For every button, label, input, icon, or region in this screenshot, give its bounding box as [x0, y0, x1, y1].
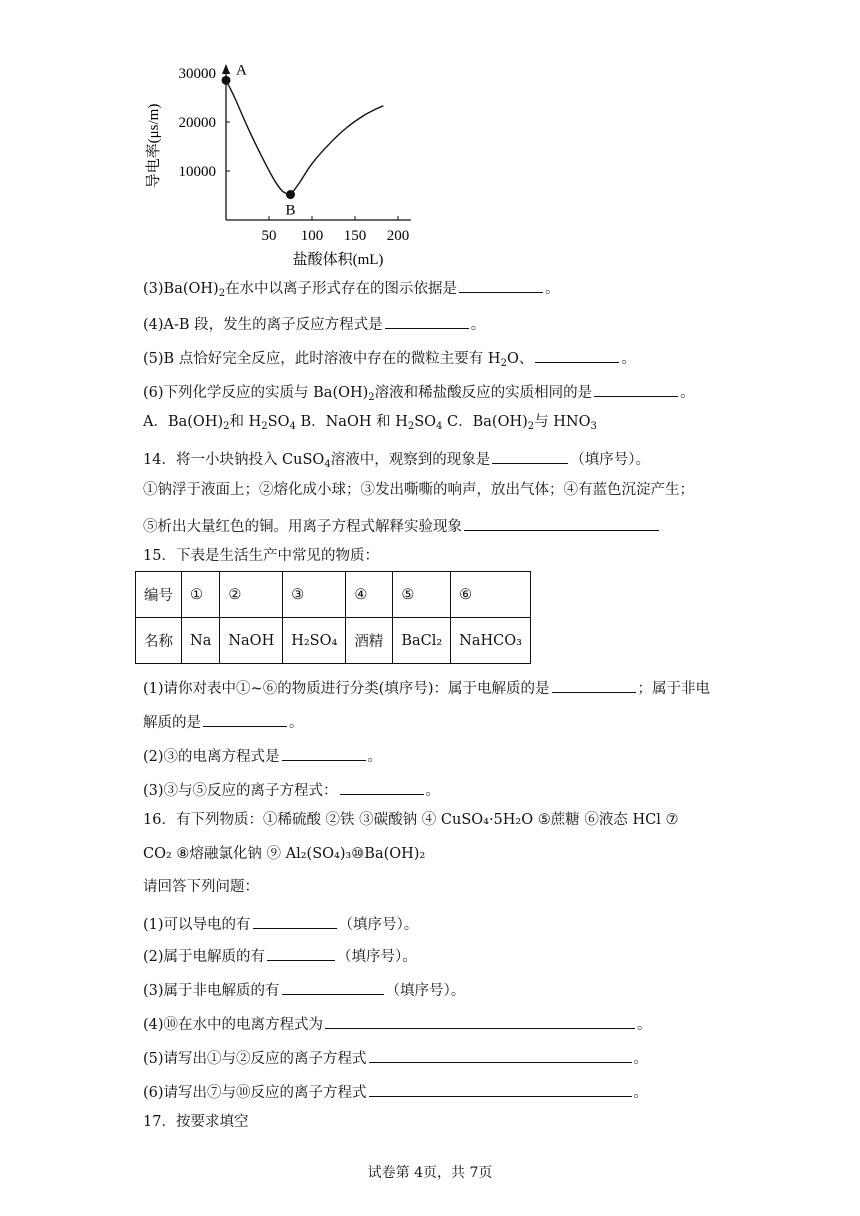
- q6-post: 溶液和稀盐酸反应的实质相同的是: [374, 385, 593, 401]
- y-tick-label: 10000: [178, 164, 216, 180]
- x-tick-label: 50: [261, 228, 277, 244]
- question-16-1: [143, 914, 418, 933]
- option-sub: 2: [223, 421, 230, 432]
- table-cell: ④: [346, 572, 393, 618]
- question-15-1: [143, 678, 710, 697]
- table-cell: NaHCO₃: [451, 618, 531, 664]
- option-c-text: C．Ba(OH): [442, 414, 528, 430]
- answer-blank[interactable]: [492, 449, 568, 464]
- conductivity-curve: [226, 80, 383, 195]
- answer-blank[interactable]: [340, 780, 424, 795]
- q14-post: 溶液中，观察到的现象是: [330, 452, 491, 468]
- q16-4-text: (4)⑩在水中的电离方程式为: [143, 1017, 324, 1033]
- question-15-2: [143, 746, 382, 765]
- answer-blank[interactable]: [459, 278, 543, 293]
- option-a-text-2: 和 H: [229, 414, 262, 430]
- fill-hint: （填序号）。: [338, 917, 419, 933]
- answer-blank[interactable]: [369, 1082, 632, 1097]
- q14-phenomena-b: ⑤析出大量红色的铜。用离子方程式解释实验现象: [143, 519, 462, 535]
- period: 。: [633, 1051, 649, 1067]
- q15-intro: 15．下表是生活生产中常见的物质：: [143, 548, 379, 564]
- x-tick-label: 200: [386, 228, 410, 244]
- q14-pre: 14．将一小块钠投入 CuSO: [143, 452, 325, 468]
- q5-mid: O、: [506, 351, 534, 367]
- q4-end: 。: [470, 317, 486, 333]
- option-sub: 4: [289, 421, 296, 432]
- q17-text: 17．按要求填空: [143, 1114, 249, 1130]
- table-cell: ⑤: [393, 572, 451, 618]
- q15-3-text: (3)③与⑤反应的离子方程式：: [143, 783, 338, 799]
- question-16-3: [143, 980, 465, 999]
- x-tick-label: 150: [343, 228, 367, 244]
- question-16-6: [143, 1082, 648, 1101]
- question-5: [143, 348, 636, 369]
- table-cell: 名称: [136, 618, 182, 664]
- q3-end: 。: [545, 281, 560, 297]
- question-16-prompt: [143, 880, 259, 895]
- option-sub: 2: [261, 421, 268, 432]
- y-axis-label: 导电率(μs/m): [146, 103, 162, 189]
- q16-intro-2: CO₂ ⑧熔融氯化钠 ⑨ Al₂(SO₄)₃⑩Ba(OH)₂: [143, 846, 426, 862]
- q14-sub: 4: [324, 459, 331, 470]
- y-tick-label: 30000: [178, 66, 216, 82]
- q3-post: 在水中以离子形式存在的图示依据是: [225, 281, 458, 297]
- table-cell: ②: [220, 572, 283, 618]
- q15-1-text-2: ；属于非电: [637, 681, 711, 697]
- option-c-text-2: 与 HNO: [534, 414, 591, 430]
- table-cell: NaOH: [220, 618, 283, 664]
- question-15-3: [143, 780, 440, 799]
- q5-sub: 2: [500, 358, 507, 369]
- answer-blank[interactable]: [535, 348, 619, 363]
- answer-blank[interactable]: [369, 1048, 632, 1063]
- q16-1-text: (1)可以导电的有: [143, 917, 251, 933]
- q3-pre: (3)Ba(OH): [143, 281, 219, 297]
- q16-6-text: (6)请写出⑦与⑩反应的离子方程式: [143, 1085, 367, 1101]
- substance-table: [135, 571, 531, 664]
- q6-sub: 2: [368, 392, 375, 403]
- question-16-5: [143, 1048, 648, 1067]
- q15-1-text: (1)请你对表中①~⑥的物质进行分类(填序号)：属于电解质的是: [143, 681, 550, 697]
- question-15: [143, 549, 379, 564]
- table-cell: 编号: [136, 572, 182, 618]
- answer-blank[interactable]: [552, 678, 636, 693]
- question-6-options: [143, 415, 597, 432]
- q5-end: 。: [621, 351, 636, 367]
- option-a-text-3: SO: [267, 414, 290, 430]
- q16-prompt: 请回答下列问题：: [143, 879, 259, 895]
- table-cell: ⑥: [451, 572, 531, 618]
- table-cell: 酒精: [346, 618, 393, 664]
- fill-hint: （填序号）。: [337, 949, 417, 965]
- option-a-text: A．Ba(OH): [143, 414, 224, 430]
- q15-2-text: (2)③的电离方程式是: [143, 749, 280, 765]
- option-sub: 2: [527, 421, 535, 432]
- point-label-a: A: [236, 62, 247, 79]
- q5-pre: (5)B 点恰好完全反应，此时溶液中存在的微粒主要有 H: [143, 351, 501, 367]
- answer-blank[interactable]: [282, 746, 366, 761]
- answer-blank[interactable]: [385, 314, 469, 329]
- table-cell: BaCl₂: [393, 618, 451, 664]
- table-row: [136, 572, 531, 618]
- q14-end: （填序号）。: [570, 452, 650, 468]
- x-tick-label: 100: [300, 228, 324, 244]
- question-16-4: [143, 1014, 652, 1033]
- question-14-phenomena: [143, 483, 694, 498]
- table-cell: ①: [182, 572, 220, 618]
- question-14-explain: [143, 516, 661, 535]
- table-cell: ③: [283, 572, 346, 618]
- question-14: [143, 449, 650, 470]
- period: 。: [425, 783, 441, 799]
- q4-text: (4)A-B 段，发生的离子反应方程式是: [143, 317, 383, 333]
- option-b-text-2: SO: [414, 414, 437, 430]
- period: 。: [633, 1085, 649, 1101]
- question-16-cont: [143, 847, 425, 862]
- q16-3-text: (3)属于非电解质的有: [143, 983, 280, 999]
- option-sub: 4: [436, 421, 443, 432]
- point-label-b: B: [285, 202, 296, 219]
- answer-blank[interactable]: [253, 914, 337, 929]
- fill-hint: （填序号）。: [385, 983, 466, 999]
- option-sub: 3: [590, 421, 597, 432]
- question-6: [143, 382, 695, 403]
- q6-pre: (6)下列化学反应的实质与 Ba(OH): [143, 385, 369, 401]
- point-b: [286, 190, 295, 199]
- question-15-1-cont: [143, 712, 304, 731]
- q16-2-text: (2)属于电解质的有: [143, 949, 266, 965]
- option-b-text: B．NaOH 和 H: [295, 414, 408, 430]
- period: 。: [367, 749, 383, 765]
- question-16: [143, 813, 678, 828]
- answer-blank[interactable]: [267, 946, 335, 961]
- q15-1-text-3: 解质的是: [143, 715, 201, 731]
- q14-phenomena-a: ①钠浮于液面上；②熔化成小球；③发出嘶嘶的响声，放出气体；④有蓝色沉淀产生；: [143, 482, 694, 498]
- q6-end: 。: [680, 385, 695, 401]
- table-cell: Na: [182, 618, 220, 664]
- x-axis-label: 盐酸体积(mL): [292, 252, 384, 268]
- answer-blank[interactable]: [325, 1014, 635, 1029]
- option-sub: 2: [407, 421, 415, 432]
- question-4: [143, 314, 485, 333]
- y-tick-label: 20000: [178, 115, 216, 131]
- chart-svg: [130, 56, 440, 271]
- period: 。: [637, 1017, 652, 1033]
- q16-5-text: (5)请写出①与②反应的离子方程式: [143, 1051, 367, 1067]
- question-17: [143, 1115, 248, 1130]
- answer-blank[interactable]: [594, 382, 678, 397]
- page-footer: 试卷第 4页，共 7页: [367, 1165, 493, 1181]
- point-a: [222, 76, 231, 85]
- question-3: [143, 278, 560, 299]
- q3-sub: 2: [218, 288, 226, 299]
- period: 。: [289, 715, 304, 731]
- answer-blank[interactable]: [464, 516, 659, 531]
- answer-blank[interactable]: [203, 712, 287, 727]
- table-cell: H₂SO₄: [283, 618, 346, 664]
- conductivity-chart: [130, 56, 440, 271]
- question-16-2: [143, 946, 417, 965]
- table-row: [136, 618, 531, 664]
- q16-intro: 16．有下列物质：①稀硫酸 ②铁 ③碳酸钠 ④ CuSO₄·5H₂O ⑤蔗糖 ⑥液态 HCl ⑦: [143, 812, 679, 828]
- answer-blank[interactable]: [282, 980, 384, 995]
